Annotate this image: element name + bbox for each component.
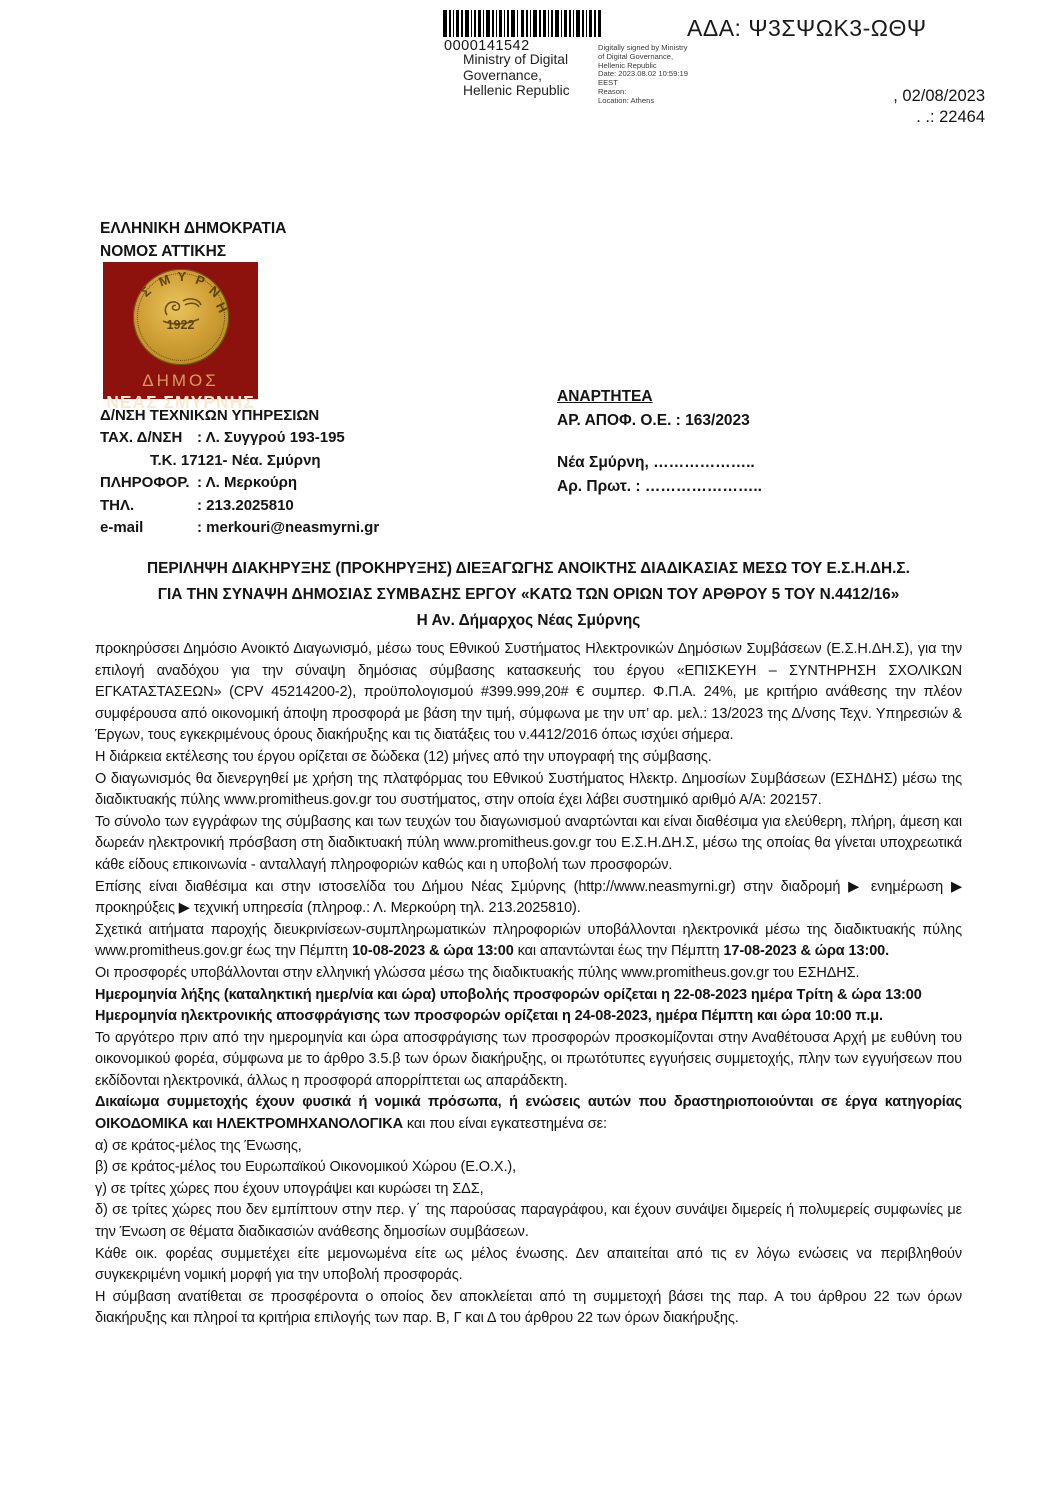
department-title: Δ/ΝΣΗ ΤΕΧΝΙΚΩΝ ΥΠΗΡΕΣΙΩΝ [100, 407, 320, 424]
signature-line: Date: 2023.08.02 10:59:19 [598, 69, 688, 79]
paragraph-run: και απαντώνται έως την Πέμπτη [513, 943, 724, 960]
paragraph [95, 1179, 962, 1201]
contact-row [100, 472, 379, 494]
signature-line: Reason: [598, 86, 627, 96]
paragraph [95, 1157, 962, 1179]
paragraph-run: δ) σε τρίτες χώρες που δεν εμπίπτουν στην περ. γ΄ της παρούσας παραγράφου, και έχουν συνάψει διμερείς ή πολυμερείς συμφωνίες με την Ένωση σε θέματα διαδικασιών ανάθεσης δημοσίων συμβάσεων. [95, 1202, 962, 1241]
paragraph-bold-run: 10-08-2023 & ώρα 13:00 [351, 943, 514, 960]
paragraph [95, 985, 962, 1007]
logo-municipality-name: ΝΕΑΣ ΣΜΥΡΝΗΣ [106, 392, 255, 412]
paragraph-run: και που είναι εγκατεστημένα σε: [406, 1116, 607, 1133]
paragraph [95, 1006, 962, 1028]
paragraph-run: Κάθε οικ. φορέας συμμετέχει είτε μεμονωμένα είτε ως μέλος ένωσης. Δεν απαιτείται από τις εν λόγω ενώσεις να περιβληθούν συγκεκριμένη νομική μορφή για την υποβολή προσφοράς. [95, 1245, 962, 1284]
stamp-protocol-number: . .: 22464 [916, 108, 985, 126]
signature-line: Digitally signed by Ministry [598, 43, 688, 52]
doc-title-line-2: ΓΙΑ ΤΗΝ ΣΥΝΑΨΗ ΔΗΜΟΣΙΑΣ ΣΥΜΒΑΣΗΣ ΕΡΓΟΥ «ΚΑΤΩ ΤΩΝ ΟΡΙΩΝ ΤΟΥ ΑΡΘΡΟΥ 5 ΤΟΥ Ν.4412/16» [157, 586, 900, 603]
contact-label: ΤΑΧ. Δ/ΝΣΗ [100, 429, 183, 447]
paragraph-run: Το αργότερο πριν από την ημερομηνία και ώρα αποσφράγισης των προσφορών προσκομίζονται στην Αναθέτουσα Αρχή με ευθύνη του οικονομικού φορέα, σύμφωνα με το άρθρο 3.5.β των όρων διακήρυξης, οι πρωτότυπες εγγυήσεις συμμετοχής, πλην των εγγυήσεων που εκδίδονται ηλεκτρονικά, άλλως η προσφορά απορρίπτεται ως απαράδεκτη. [95, 1029, 962, 1089]
contact-row [100, 427, 379, 449]
contact-label: e-mail [100, 519, 144, 537]
coin-letter: Η [212, 299, 230, 316]
meta-block [557, 385, 762, 498]
ada-code: ΑΔΑ: Ψ3ΣΨΩΚ3-ΩΘΨ [687, 15, 927, 41]
paragraph-run: Οι προσφορές υποβάλλονται στην ελληνική γλώσσα μέσω της διαδικτυακής πύλης www.promitheus.gov.gr του ΕΣΗΔΗΣ. [95, 964, 860, 981]
contact-label: ΤΗΛ. [100, 496, 135, 514]
barcode-number: 0000141542 [444, 38, 530, 54]
logo-municipality-word: ΔΗΜΟΣ [142, 371, 219, 390]
paragraph-run: α) σε κράτος-μέλος της Ένωσης, [95, 1137, 302, 1154]
contact-label: ΠΛΗΡΟΦΟΡ. [100, 474, 190, 492]
stamp-block [893, 86, 985, 128]
signature-line: Hellenic Republic [598, 60, 657, 70]
contact-value: : 213.2025810 [197, 496, 294, 514]
contact-value: Τ.Κ. 17121- Νέα. Σμύρνη [150, 451, 321, 469]
paragraph-run: γ) σε τρίτες χώρες που έχουν υπογράψει και κυρώσει τη ΣΔΣ, [95, 1180, 484, 1197]
paragraph [95, 1244, 962, 1287]
decision-number: ΑΡ. ΑΠΟΦ. Ο.Ε. : 163/2023 [557, 411, 750, 429]
paragraph [95, 812, 962, 877]
signature-line: of Digital Governance, [598, 51, 674, 61]
letterhead-titles [100, 217, 286, 263]
ministry-line: Hellenic Republic [463, 83, 570, 98]
coin-emblem [133, 269, 229, 365]
coin-letter: Υ [177, 269, 187, 284]
coin-year: 1922 [166, 318, 195, 332]
paragraph-bold-run: Ημερομηνία λήξης (καταληκτική ημερ/νία και ώρα) υποβολής προσφορών ορίζεται η 22-08-2023 ημέρα Τρίτη & ώρα 13:00 [95, 986, 922, 1003]
paragraph [95, 963, 962, 985]
municipality-logo [103, 262, 258, 412]
paragraph [95, 1028, 962, 1093]
paragraph-run: Η σύμβαση ανατίθεται σε προσφέροντα ο οποίος δεν αποκλείεται από τη συμμετοχή βάσει της παρ. Α του άρθρου 22 των όρων διακήρυξης και πληροί τα κριτήρια επιλογής των παρ. Β, Γ και Δ του άρθρου 22 των όρων διακήρυξης. [95, 1288, 962, 1327]
paragraph-bold-run: 17-08-2023 & ώρα 13:00. [723, 943, 890, 960]
department-block [100, 405, 379, 539]
coin-letter: Σ [137, 283, 154, 300]
paragraph [95, 920, 962, 963]
paragraph-bold-run: Δικαίωμα συμμετοχής έχουν φυσικά ή νομικά πρόσωπα, ή ενώσεις αυτών που δραστηριοποιούνται σε έργα κατηγορίας ΟΙΚΟΔΟΜΙΚΑ και ΗΛΕΚΤΡΟΜΗΧΑΝΟΛΟΓΙΚΑ [95, 1094, 962, 1133]
city-date-line: Νέα Σμύρνη, ……………….. [557, 454, 755, 471]
contact-value: : merkouri@neasmyrni.gr [197, 519, 380, 537]
paragraph [95, 747, 962, 769]
signature-line: Location: Athens [598, 95, 655, 105]
ministry-line: Governance, [463, 67, 542, 83]
paragraph-run: προκηρύσσει Δημόσιο Ανοικτό Διαγωνισμό, μέσω τους Εθνικού Συστήματος Ηλεκτρονικών Δημόσιων Συμβάσεων (Ε.Σ.Η.ΔΗ.Σ), για την επιλογή αναδόχου για την σύναψη δημόσιας σύμβασης κατασκευής του έργου «ΕΠΙΣΚΕΥΗ – ΣΥΝΤΗΡΗΣΗ ΣΧΟΛΙΚΩΝ ΕΓΚΑΤΑΣΤΑΣΕΩΝ» (CPV 45214200-2), προϋπολογισμού #399.999,20# € συμπερ. Φ.Π.Α. 24%, με κριτήριο ανάθεσης την πλέον συμφέρουσα από οικονομική άποψη προσφορά με βάση την τιμή, σύμφωνα με την υπ’ αρ. μελ.: 13/2023 της Δ/νσης Τεχν. Υπηρεσιών & Έργων, τους εγκεκριμένους όρους διακήρυξης και τις διατάξεις του ν.4412/2016 όπως ισχύει σήμερα. [95, 641, 962, 744]
paragraph-run: Ο διαγωνισμός θα διενεργηθεί με χρήση της πλατφόρμας του Εθνικού Συστήματος Ηλεκτρ. Δημοσίων Συμβάσεων (ΕΣΗΔΗΣ) μέσω της διαδικτυακής πύλης www.promitheus.gov.gr του συστήματος, στην οποία έχει λάβει συστημικό αριθμό Α/Α: 202157. [95, 770, 962, 809]
contact-value: : Λ. Συγγρού 193-195 [197, 429, 345, 447]
contact-row [100, 495, 379, 517]
signature-line: EEST [598, 78, 618, 88]
body-text [95, 639, 962, 1330]
document-title [95, 556, 962, 634]
coin-letter: Ν [205, 282, 223, 301]
paragraph-run: β) σε κράτος-μέλος του Ευρωπαϊκού Οικονομικού Χώρου (Ε.Ο.Χ.), [95, 1159, 517, 1176]
paragraph [95, 639, 962, 747]
contact-row [100, 450, 379, 472]
country-title: ΕΛΛΗΝΙΚΗ ΔΗΜΟΚΡΑΤΙΑ [100, 220, 287, 237]
prefecture-title: ΝΟΜΟΣ ΑΤΤΙΚΗΣ [100, 243, 227, 260]
protocol-line: Αρ. Πρωτ. : ………………….. [557, 477, 762, 495]
digital-signature [598, 44, 688, 106]
paragraph [95, 877, 962, 920]
paragraph [95, 769, 962, 812]
coin-figure-icon [157, 291, 205, 331]
ministry-label [463, 52, 570, 99]
paragraph [95, 1092, 962, 1135]
paragraph-run: Το σύνολο των εγγράφων της σύμβασης και των τευχών του διαγωνισμού αναρτώνται και είναι διαθέσιμα για ελεύθερη, πλήρη, άμεση και δωρεάν ηλεκτρονική πρόσβαση στη διαδικτυακή πύλη www.promitheus.gov.gr του Ε.Σ.Η.ΔΗ.Σ, μέσω της οποίας θα γίνεται υποχρεωτικά κάθε είδους επικοινωνία - ανταλλαγή πληροφοριών καθώς και η υποβολή των προσφορών. [95, 813, 962, 873]
doc-title-line-3: Η Αν. Δήμαρχος Νέας Σμύρνης [416, 612, 641, 629]
paragraph [95, 1200, 962, 1243]
doc-title-line-1: ΠΕΡΙΛΗΨΗ ΔΙΑΚΗΡΥΞΗΣ (ΠΡΟΚΗΡΥΞΗΣ) ΔΙΕΞΑΓΩΓΗΣ ΑΝΟΙΚΤΗΣ ΔΙΑΔΙΚΑΣΙΑΣ ΜΕΣΩ ΤΟΥ Ε.Σ.Η.ΔΗ.Σ. [147, 560, 910, 577]
coin-letter: Μ [156, 271, 172, 290]
contact-row [100, 517, 379, 539]
paragraph-run: Η διάρκεια εκτέλεσης του έργου ορίζεται σε δώδεκα (12) μήνες από την υπογραφή της σύμβασης. [95, 748, 712, 765]
coin-letter: Ρ [193, 271, 207, 290]
paragraph [95, 1136, 962, 1158]
stamp-date: , 02/08/2023 [893, 87, 985, 105]
paragraph-run: Σχετικά αιτήματα παροχής διευκρινίσεων-συμπληρωματικών πληροφοριών υποβάλλονται ηλεκτρονικά μέσω της διαδικτυακής πύλης www.promitheus.gov.gr έως την Πέμπτη [95, 921, 962, 960]
paragraph-bold-run: Ημερομηνία ηλεκτρονικής αποσφράγισης των προσφορών ορίζεται η 24-08-2023, ημέρα Πέμπτη και ώρα 10:00 π.μ. [95, 1008, 883, 1025]
ministry-line: Ministry of Digital [463, 52, 569, 67]
paragraph [95, 1287, 962, 1330]
paragraph-run: Επίσης είναι διαθέσιμα και στην ιστοσελίδα του Δήμου Νέας Σμύρνης (http://www.neasmyrni.gr) στην διαδρομή ▶ ενημέρωση ▶ προκηρύξεις ▶ τεχνική υπηρεσία (πληροφ.: Λ. Μερκούρη τηλ. 213.2025810). [95, 878, 962, 917]
anartitea-label: ΑΝΑΡΤΗΤΕΑ [557, 388, 653, 405]
contact-value: : Λ. Μερκούρη [197, 474, 298, 492]
